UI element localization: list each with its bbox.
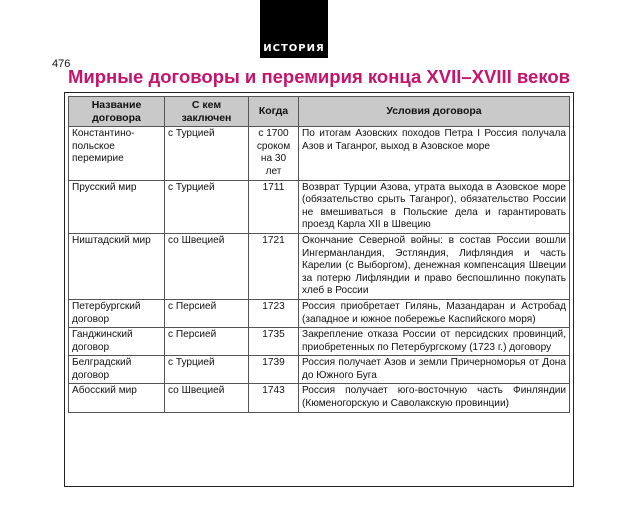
section-badge: ИСТОРИЯ — [260, 38, 328, 58]
treaty-name: Абосский мир — [69, 384, 165, 412]
treaty-when: 1739 — [249, 356, 299, 384]
page-number: 476 — [52, 58, 71, 70]
treaty-conditions: Россия получает Азов и земли Причерноморья от Дона до Южного Буга — [299, 356, 570, 384]
treaty-conditions: Закрепление отказа России от персидских провинций, приобретенных по Петербургскому (1723 г.) договору — [299, 328, 570, 356]
treaty-conditions: Окончание Северной войны: в состав России вошли Ингерманландия, Эстляндия, Лифляндия и часть Карелии (с Выборгом), денежная компенсация Швеции за потерю Лифляндии и право беспошлинно покупать хлеб в России — [299, 233, 570, 299]
treaty-name: Константино-польское перемирие — [69, 127, 165, 180]
column-header-party: С кем заключен — [165, 97, 249, 127]
treaty-when: с 1700 сроком на 30 лет — [249, 127, 299, 180]
section-badge-stem — [260, 0, 328, 38]
treaty-when: 1723 — [249, 299, 299, 327]
table-row — [69, 356, 570, 384]
treaty-conditions: По итогам Азовских походов Петра I Россия получала Азов и Таганрог, выход в Азовское море — [299, 127, 570, 180]
treaty-when: 1743 — [249, 384, 299, 412]
treaties-table — [68, 96, 570, 413]
treaty-conditions: Россия приобретает Гилянь, Мазандаран и Астробад (западное и южное побережье Каспийского моря) — [299, 299, 570, 327]
table-row — [69, 299, 570, 327]
treaty-name: Прусский мир — [69, 180, 165, 233]
table-row — [69, 180, 570, 233]
treaty-name: Белградский договор — [69, 356, 165, 384]
table-header-row — [69, 97, 570, 127]
treaty-name: Петербургский договор — [69, 299, 165, 327]
treaty-party: с Турцией — [165, 180, 249, 233]
treaty-when: 1735 — [249, 328, 299, 356]
column-header-name: Название договора — [69, 97, 165, 127]
treaty-when: 1721 — [249, 233, 299, 299]
column-header-when: Когда — [249, 97, 299, 127]
treaty-party: со Швецией — [165, 384, 249, 412]
page-title: Мирные договоры и перемирия конца XVII–XVIII веков — [67, 66, 571, 87]
table-row — [69, 328, 570, 356]
treaty-party: с Турцией — [165, 356, 249, 384]
treaty-party: с Персией — [165, 328, 249, 356]
treaty-name: Ништадский мир — [69, 233, 165, 299]
table-row — [69, 384, 570, 412]
treaty-conditions: Россия получает юго-восточную часть Финляндии (Кюменогорскую и Саволакскую провинции) — [299, 384, 570, 412]
treaty-when: 1711 — [249, 180, 299, 233]
table-row — [69, 233, 570, 299]
treaty-party: с Персией — [165, 299, 249, 327]
treaty-name: Ганджинский договор — [69, 328, 165, 356]
treaties-table-frame — [64, 92, 574, 487]
column-header-conditions: Условия договора — [299, 97, 570, 127]
treaty-party: со Швецией — [165, 233, 249, 299]
treaty-conditions: Возврат Турции Азова, утрата выхода в Азовское море (обязательство срыть Таганрог), обязательство России не вмешиваться в Польские дела и гарантировать проезд Карла XII в Швецию — [299, 180, 570, 233]
treaty-party: с Турцией — [165, 127, 249, 180]
table-row — [69, 127, 570, 180]
